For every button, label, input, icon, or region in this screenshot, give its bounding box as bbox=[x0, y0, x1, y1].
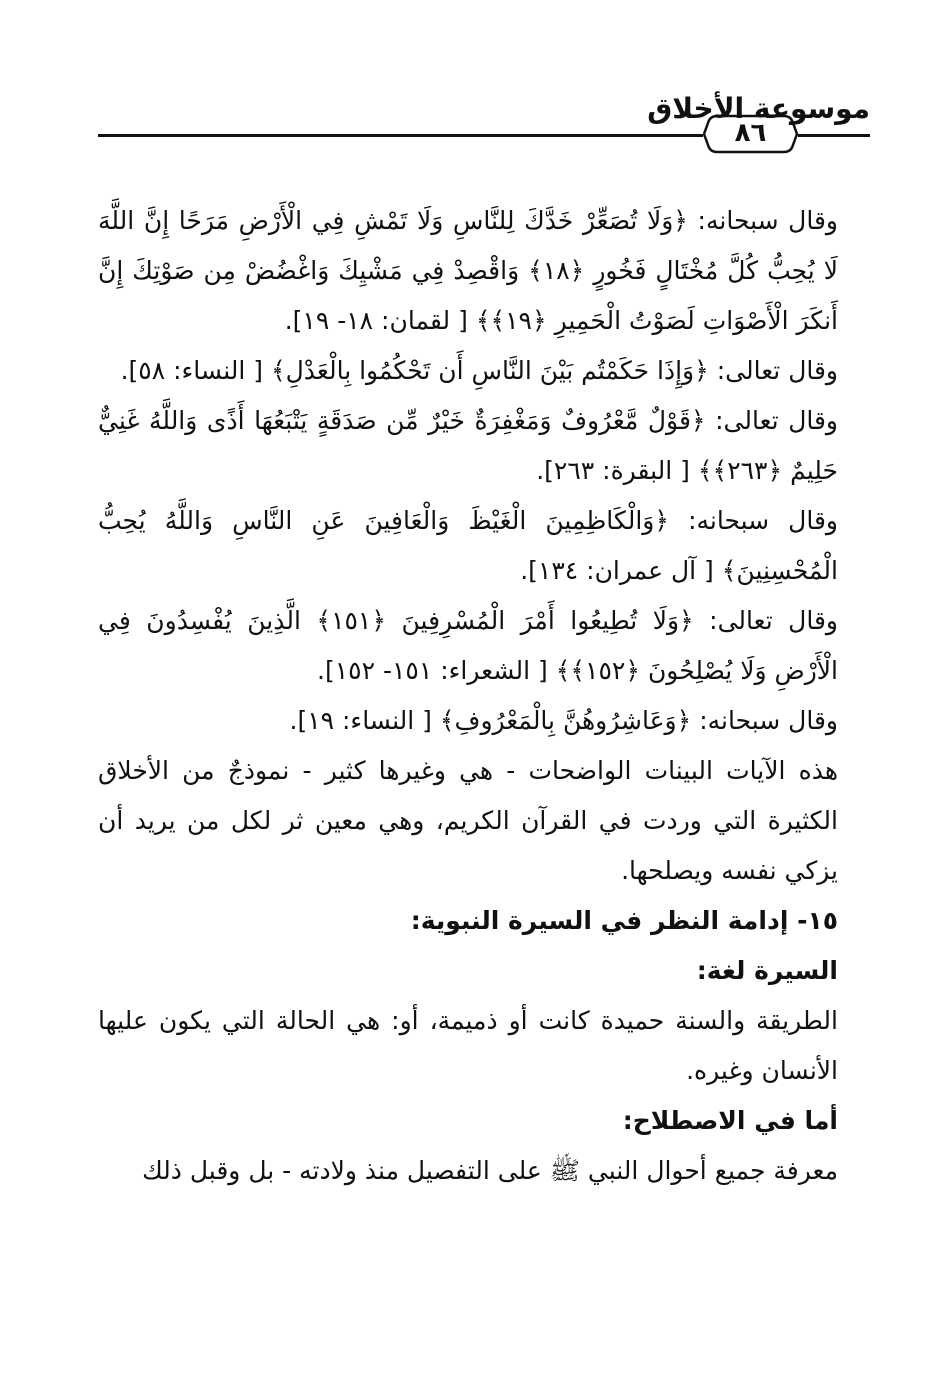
verse-reference: [ البقرة: ٢٦٣]. bbox=[536, 456, 690, 485]
summary-paragraph: هذه الآيات البينات الواضحات - هي وغيرها كثير - نموذجٌ من الأخلاق الكثيرة التي وردت في القرآن الكريم، وهي معين ثر لكل من يريد أن يزكي نفسه ويصلحها. bbox=[98, 756, 838, 885]
header-rule-right bbox=[798, 134, 870, 137]
quote-intro: وقال تعالى: bbox=[709, 606, 838, 635]
quran-verse: ﴿وَالْكَاظِمِينَ الْغَيْظَ وَالْعَافِينَ عَنِ النَّاسِ وَاللَّهُ يُحِبُّ الْمُحْسِنِينَ﴾ bbox=[98, 506, 838, 585]
quote-paragraph-1 bbox=[98, 196, 838, 346]
quote-intro: وقال تعالى: bbox=[715, 406, 838, 435]
verse-reference: [ آل عمران: ١٣٤]. bbox=[520, 556, 714, 585]
linguistic-definition: الطريقة والسنة حميدة كانت أو ذميمة، أو: هي الحالة التي يكون عليها الأنسان وغيره. bbox=[98, 1006, 838, 1085]
quote-paragraph-2 bbox=[98, 346, 838, 396]
verse-reference: [ النساء: ٥٨]. bbox=[120, 356, 264, 385]
book-title: موسوعة الأخلاق bbox=[647, 92, 870, 125]
quran-verse: ﴿وَلَا تُصَعِّرْ خَدَّكَ لِلنَّاسِ وَلَا تَمْشِ فِي الْأَرْضِ مَرَحًا إِنَّ اللَّهَ لَا يُحِبُّ كُلَّ مُخْتَالٍ فَخُورٍ ﴿١٨﴾ وَاقْصِدْ فِي مَشْيِكَ وَاغْضُضْ مِن صَوْتِكَ إِنَّ أَنكَرَ الْأَصْوَاتِ لَصَوْتُ الْحَمِيرِ ﴿١٩﴾﴾ bbox=[98, 206, 838, 335]
verse-reference: [ لقمان: ١٨- ١٩]. bbox=[284, 306, 468, 335]
quote-paragraph-3 bbox=[98, 396, 838, 496]
sub-heading-linguistic: السيرة لغة: bbox=[696, 956, 838, 985]
quote-intro: وقال سبحانه: bbox=[688, 506, 838, 535]
header-rule-left bbox=[98, 134, 703, 137]
page-content bbox=[98, 196, 838, 1196]
page-header bbox=[98, 92, 870, 152]
verse-reference: [ الشعراء: ١٥١- ١٥٢]. bbox=[317, 656, 548, 685]
quote-paragraph-4 bbox=[98, 496, 838, 596]
quote-paragraph-6 bbox=[98, 696, 838, 746]
quran-verse: ﴿وَعَاشِرُوهُنَّ بِالْمَعْرُوفِ﴾ bbox=[439, 706, 692, 735]
quote-intro: وقال تعالى: bbox=[716, 356, 838, 385]
quote-intro: وقال سبحانه: bbox=[697, 206, 838, 235]
page-number: ٨٦ bbox=[734, 118, 767, 148]
quote-intro: وقال سبحانه: bbox=[699, 706, 838, 735]
technical-definition: معرفة جميع أحوال النبي ﷺ على التفصيل منذ ولادته - بل وقبل ذلك bbox=[142, 1156, 838, 1185]
quran-verse: ﴿وَلَا تُطِيعُوا أَمْرَ الْمُسْرِفِينَ ﴿١٥١﴾ الَّذِينَ يُفْسِدُونَ فِي الْأَرْضِ وَلَا يُصْلِحُونَ ﴿١٥٢﴾﴾ bbox=[98, 606, 838, 685]
sub-heading-technical: أما في الاصطلاح: bbox=[622, 1106, 838, 1135]
quote-paragraph-5 bbox=[98, 596, 838, 696]
verse-reference: [ النساء: ١٩]. bbox=[289, 706, 432, 735]
quran-verse: ﴿وَإِذَا حَكَمْتُم بَيْنَ النَّاسِ أَن تَحْكُمُوا بِالْعَدْلِ﴾ bbox=[270, 356, 709, 385]
section-heading: ١٥- إدامة النظر في السيرة النبوية: bbox=[410, 906, 838, 935]
quran-verse: ﴿قَوْلٌ مَّعْرُوفٌ وَمَغْفِرَةٌ خَيْرٌ مِّن صَدَقَةٍ يَتْبَعُهَا أَذًى وَاللَّهُ غَنِيٌّ حَلِيمٌ ﴿٢٦٣﴾﴾ bbox=[98, 406, 838, 485]
